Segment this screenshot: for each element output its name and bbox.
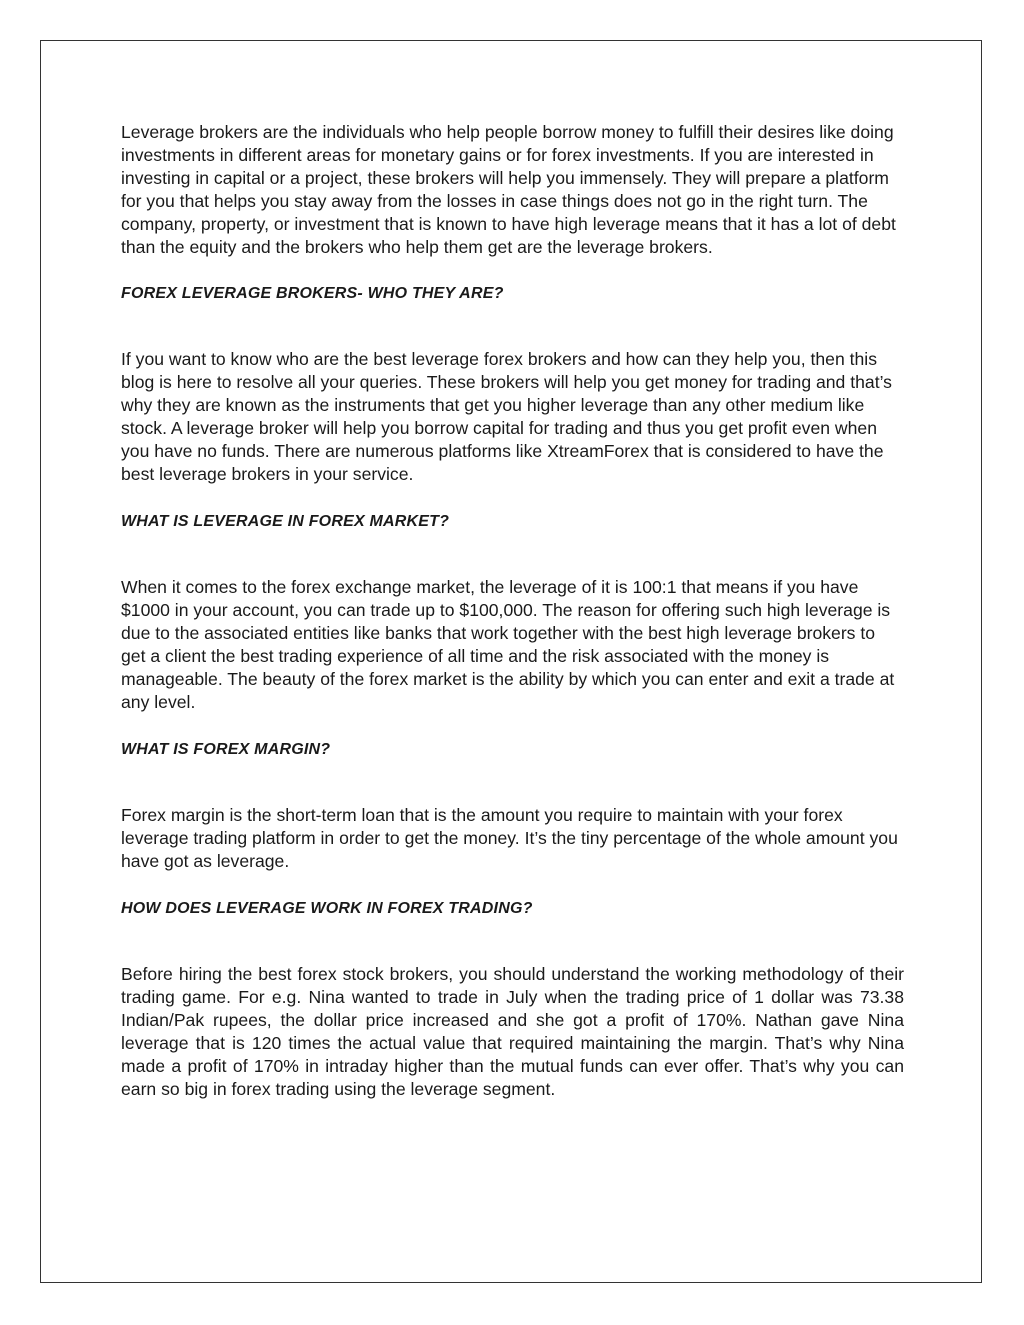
section-heading-forex-margin: WHAT IS FOREX MARGIN?	[121, 741, 331, 758]
section-heading-how-leverage-works: HOW DOES LEVERAGE WORK IN FOREX TRADING?	[121, 900, 533, 917]
intro-paragraph: Leverage brokers are the individuals who help people borrow money to fulfill their desires like doing investments in different areas for monetary gains or for forex investments. If you are interested in investing in capital or a project, these brokers will help you immensely. They will prepare a platform for you that helps you stay away from the losses in case things does not go in the right turn. The company, property, or investment that is known to have high leverage means that it has a lot of debt than the equity and the brokers who help them get are the leverage brokers.	[121, 122, 896, 257]
section-heading-leverage-in-forex: WHAT IS LEVERAGE IN FOREX MARKET?	[121, 513, 450, 530]
paragraph-who-they-are: If you want to know who are the best leverage forex brokers and how can they help you, then this blog is here to resolve all your queries. These brokers will help you get money for trading and that’s why they are known as the instruments that get you higher leverage than any other medium like stock. A leverage broker will help you borrow capital for trading and thus you get profit even when you have no funds. There are numerous platforms like XtreamForex that is considered to have the best leverage brokers in your service.	[121, 349, 892, 484]
document-body	[121, 121, 904, 1101]
paragraph-forex-margin: Forex margin is the short-term loan that is the amount you require to maintain with your forex leverage trading platform in order to get the money. It’s the tiny percentage of the whole amount you have got as leverage.	[121, 805, 898, 871]
paragraph-leverage-in-forex: When it comes to the forex exchange market, the leverage of it is 100:1 that means if you have $1000 in your account, you can trade up to $100,000. The reason for offering such high leverage is due to the associated entities like banks that work together with the best high leverage brokers to get a client the best trading experience of all time and the risk associated with the money is manageable. The beauty of the forex market is the ability by which you can enter and exit a trade at any level.	[121, 577, 895, 712]
paragraph-how-leverage-works: Before hiring the best forex stock brokers, you should understand the working methodology of their trading game. For e.g. Nina wanted to trade in July when the trading price of 1 dollar was 73.38 Indian/Pak rupees, the dollar price increased and she got a profit of 170%. Nathan gave Nina leverage that is 120 times the actual value that required maintaining the margin. That’s why Nina made a profit of 170% in intraday higher than the mutual funds can ever offer. That’s why you can earn so big in forex trading using the leverage segment.	[121, 964, 904, 1099]
section-heading-who-they-are: FOREX LEVERAGE BROKERS- WHO THEY ARE?	[121, 285, 504, 302]
